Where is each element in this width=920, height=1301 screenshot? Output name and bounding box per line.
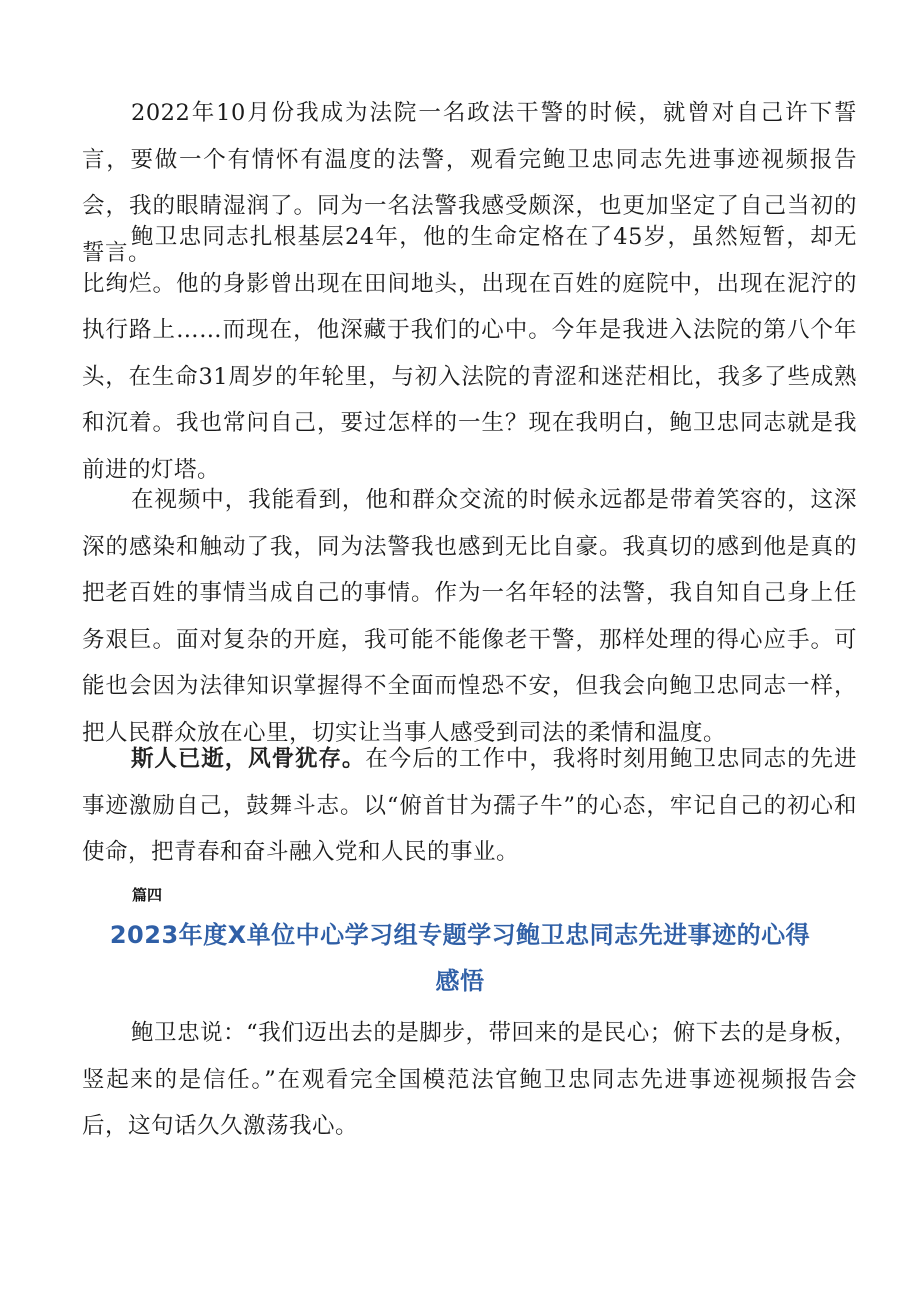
paragraph-life-story: 鲍卫忠同志扎根基层24年，他的生命定格在了45岁，虽然短暂，却无比绚烂。他的身影曾出现在田间地头，出现在百姓的庭院中，出现在泥泞的执行路上……而现在，他深藏于我们的心中。今年是我进入法院的第八个年头，在生命31周岁的年轮里，与初入法院的青涩和迷茫相比，我多了些成熟和沉着。我也常问自己，要过怎样的一生？现在我明白，鲍卫忠同志就是我前进的灯塔。 bbox=[82, 224, 857, 483]
paragraph-quote: 鲍卫忠说：“我们迈出去的是脚步，带回来的是民心；俯下去的是身板，竖起来的是信任。”在观看完全国模范法官鲍卫忠同志先进事迹视频报告会后，这句话久久激荡我心。 bbox=[82, 1020, 857, 1140]
paragraph-oath: 2022年10月份我成为法院一名政法干警的时候，就曾对自己许下誓言，要做一个有情怀有温度的法警，观看完鲍卫忠同志先进事迹视频报告会，我的眼睛湿润了。同为一名法警我感受颇深，也更加坚定了自己当初的誓言。 bbox=[82, 100, 857, 266]
closing-bold-phrase: 斯人已逝，风骨犹存。 bbox=[131, 746, 366, 772]
section-title: 2023年度X单位中心学习组专题学习鲍卫忠同志先进事迹的心得感悟 bbox=[109, 921, 811, 995]
closing-text: 在今后的工作中，我将时刻用鲍卫忠同志的先进事迹激励自己，鼓舞斗志。以“俯首甘为孺子牛”的心态，牢记自己的初心和使命，把青春和奋斗融入党和人民的事业。 bbox=[82, 746, 857, 866]
paragraph-video-impression: 在视频中，我能看到，他和群众交流的时候永远都是带着笑容的，这深深的感染和触动了我，同为法警我也感到无比自豪。我真切的感到他是真的把老百姓的事情当成自己的事情。作为一名年轻的法警，我自知自己身上任务艰巨。面对复杂的开庭，我可能不能像老干警，那样处理的得心应手。可能也会因为法律知识掌握得不全面而惶恐不安，但我会向鲍卫忠同志一样，把人民群众放在心里，切实让当事人感受到司法的柔情和温度。 bbox=[82, 487, 857, 746]
paragraph-closing bbox=[82, 736, 857, 876]
section-label: 篇四 bbox=[132, 886, 163, 904]
